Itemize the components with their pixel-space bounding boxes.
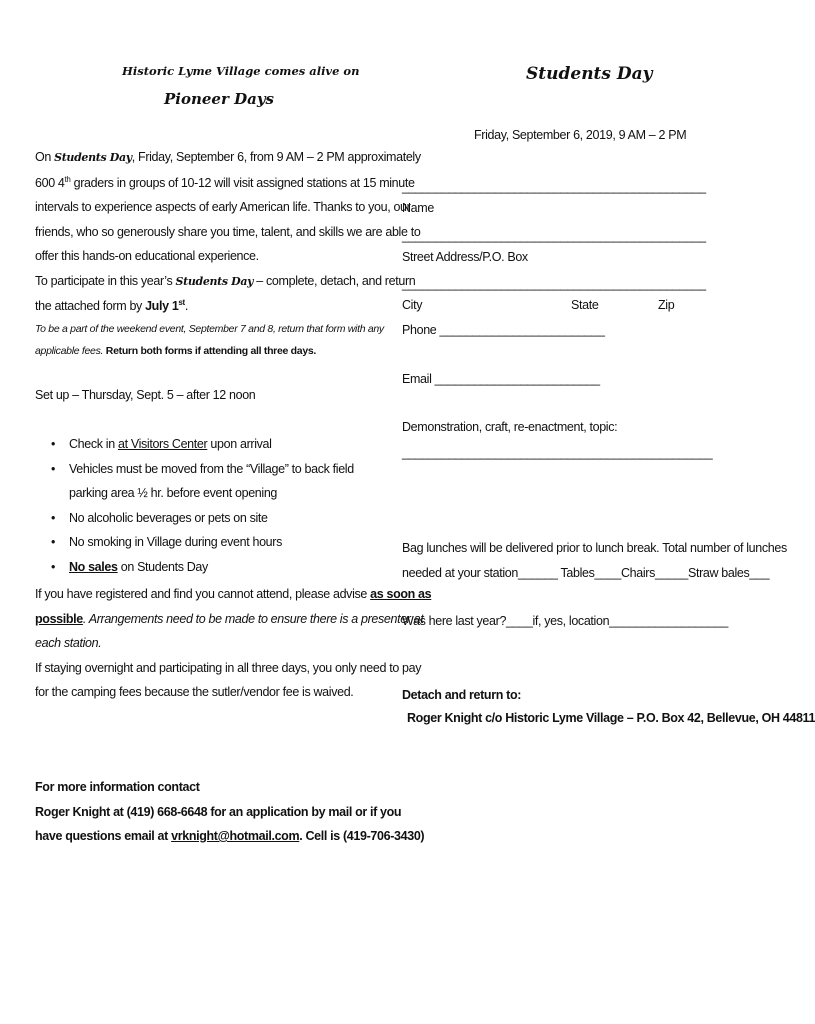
lunch-line-2[interactable]: needed at your station______ Tables____Chairs_____Straw bales___ (402, 565, 770, 580)
demo-field-line[interactable]: _______________________________________________ (402, 446, 713, 460)
list-item: • No smoking in Village during event hours (51, 535, 282, 549)
advise-paragraph (35, 582, 431, 705)
detach-address: Roger Knight c/o Historic Lyme Village – P.O. Box 42, Bellevue, OH 44811 (407, 711, 815, 725)
name-label: Name (402, 201, 434, 215)
intro-line-2: 600 4th graders in groups of 10-12 will visit assigned stations at 15 minute (35, 174, 415, 190)
contact-line-1: For more information contact (35, 780, 200, 794)
intro-line-1: On Students Day, Friday, September 6, from 9 AM – 2 PM approximately (35, 150, 421, 164)
form-title: Students Day (526, 64, 653, 84)
setup-line: Set up – Thursday, Sept. 5 – after 12 noon (35, 388, 256, 402)
weekend-note-line-2: applicable fees. Return both forms if attending all three days. (35, 345, 317, 357)
intro-line-5: offer this hands-on educational experience. (35, 249, 259, 263)
lunch-line-1: Bag lunches will be delivered prior to lunch break. Total number of lunches (402, 541, 787, 555)
participate-line-2: the attached form by July 1st. (35, 297, 188, 313)
intro-paragraph (35, 145, 421, 319)
list-item: • No sales on Students Day (51, 559, 208, 574)
advise-line-3: each station. (35, 636, 102, 650)
intro-line-3: intervals to experience aspects of early American life. Thanks to you, our (35, 200, 411, 214)
contact-line-3: have questions email at vrknight@hotmail.com. Cell is (419-706-3430) (35, 829, 425, 843)
last-year-field[interactable]: Was here last year?____if, yes, location__________________ (402, 614, 729, 628)
email-link[interactable]: vrknight@hotmail.com (171, 829, 300, 843)
form-date: Friday, September 6, 2019, 9 AM – 2 PM (474, 128, 687, 142)
name-field-line[interactable]: ______________________________________________ (402, 180, 706, 194)
list-item: • No alcoholic beverages or pets on site (51, 510, 268, 525)
overnight-line-2: for the camping fees because the sutler/vendor fee is waived. (35, 685, 354, 699)
advise-line-1: If you have registered and find you cannot attend, please advise as soon as (35, 587, 432, 601)
email-field[interactable]: Email _________________________ (402, 372, 600, 386)
overnight-line-1: If staying overnight and participating in all three days, you only need to pay (35, 660, 422, 675)
lunch-text (402, 536, 787, 585)
contact-block (35, 775, 424, 849)
phone-field[interactable]: Phone _________________________ (402, 323, 605, 337)
detach-label: Detach and return to: (402, 688, 522, 702)
participate-line-1: To participate in this year’s Students Day – complete, detach, and return (35, 273, 416, 288)
street-field-line[interactable]: ______________________________________________ (402, 229, 706, 243)
zip-label: Zip (658, 298, 675, 312)
demo-label: Demonstration, craft, re-enactment, topic: (402, 420, 618, 434)
weekend-note-line-1: To be a part of the weekend event, September 7 and 8, return that form with any (35, 323, 384, 335)
weekend-note (35, 318, 384, 362)
city-field-line[interactable]: ______________________________________________ (402, 277, 706, 291)
rules-list (35, 432, 354, 579)
intro-line-4: friends, who so generously share you time, talent, and skills we are able to (35, 224, 421, 239)
advise-line-2: possible. Arrangements need to be made to ensure there is a presenter at (35, 611, 424, 626)
list-item: • Check in at Visitors Center upon arrival (51, 437, 272, 451)
street-label: Street Address/P.O. Box (402, 250, 528, 264)
list-item: • Vehicles must be moved from the “Village” to back field parking area ½ hr. before event opening (51, 461, 354, 500)
state-label: State (571, 298, 599, 312)
contact-line-2: Roger Knight at (419) 668-6648 for an application by mail or if you (35, 804, 402, 819)
intro-line: Historic Lyme Village comes alive on (122, 64, 360, 78)
pioneer-days-heading: Pioneer Days (164, 90, 274, 108)
city-label: City (402, 298, 423, 312)
